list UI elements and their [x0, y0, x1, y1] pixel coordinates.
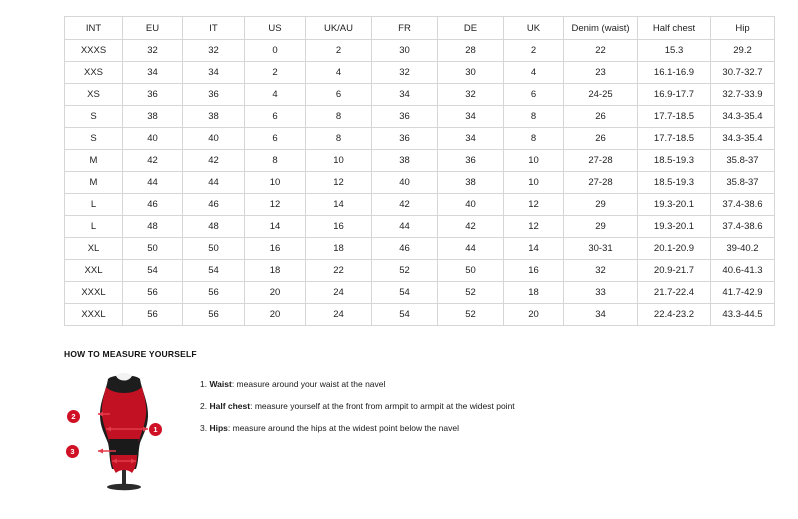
- cell-denim-waist: 22: [564, 40, 638, 62]
- cell-uk: 16: [504, 260, 564, 282]
- cell-half-chest: 19.3-20.1: [638, 216, 711, 238]
- column-header-eu: EU: [123, 17, 183, 40]
- cell-hip: 30.7-32.7: [711, 62, 775, 84]
- cell-denim-waist: 33: [564, 282, 638, 304]
- table-row: [65, 106, 775, 128]
- cell-fr: 54: [372, 304, 438, 326]
- measure-notes: [200, 369, 515, 446]
- cell-hip: 37.4-38.6: [711, 216, 775, 238]
- table-row: [65, 282, 775, 304]
- size-conversion-table: [64, 16, 775, 326]
- cell-de: 30: [438, 62, 504, 84]
- table-body: [65, 40, 775, 326]
- cell-hip: 35.8-37: [711, 172, 775, 194]
- cell-fr: 40: [372, 172, 438, 194]
- cell-uk: 10: [504, 172, 564, 194]
- cell-uk-au: 6: [306, 84, 372, 106]
- size-table-container: [64, 16, 763, 326]
- column-header-uk-au: UK/AU: [306, 17, 372, 40]
- column-header-int: INT: [65, 17, 123, 40]
- table-row: [65, 128, 775, 150]
- note-hips: [200, 423, 515, 433]
- cell-hip: 34.3-35.4: [711, 106, 775, 128]
- cell-eu: 48: [123, 216, 183, 238]
- cell-it: 54: [183, 260, 245, 282]
- cell-eu: 56: [123, 282, 183, 304]
- cell-uk-au: 14: [306, 194, 372, 216]
- cell-int: M: [65, 150, 123, 172]
- table-row: [65, 304, 775, 326]
- cell-fr: 38: [372, 150, 438, 172]
- cell-uk: 18: [504, 282, 564, 304]
- cell-int: XXXS: [65, 40, 123, 62]
- cell-it: 32: [183, 40, 245, 62]
- cell-int: S: [65, 106, 123, 128]
- cell-uk-au: 18: [306, 238, 372, 260]
- cell-us: 20: [245, 282, 306, 304]
- cell-eu: 56: [123, 304, 183, 326]
- note-text: : measure yourself at the front from armpit to armpit at the widest point: [250, 401, 515, 412]
- cell-denim-waist: 24-25: [564, 84, 638, 106]
- cell-uk: 8: [504, 128, 564, 150]
- cell-denim-waist: 26: [564, 106, 638, 128]
- cell-int: XL: [65, 238, 123, 260]
- cell-us: 12: [245, 194, 306, 216]
- table-row: [65, 260, 775, 282]
- cell-us: 6: [245, 128, 306, 150]
- cell-it: 36: [183, 84, 245, 106]
- cell-us: 16: [245, 238, 306, 260]
- mannequin-illustration-container: [64, 369, 184, 494]
- cell-int: XXL: [65, 260, 123, 282]
- table-row: [65, 216, 775, 238]
- cell-int: XXS: [65, 62, 123, 84]
- cell-fr: 44: [372, 216, 438, 238]
- cell-us: 20: [245, 304, 306, 326]
- cell-uk: 10: [504, 150, 564, 172]
- cell-de: 34: [438, 128, 504, 150]
- table-row: [65, 172, 775, 194]
- cell-uk: 12: [504, 194, 564, 216]
- cell-uk-au: 22: [306, 260, 372, 282]
- cell-uk-au: 24: [306, 304, 372, 326]
- cell-uk-au: 8: [306, 106, 372, 128]
- cell-half-chest: 18.5-19.3: [638, 172, 711, 194]
- cell-eu: 40: [123, 128, 183, 150]
- table-row: [65, 84, 775, 106]
- cell-eu: 44: [123, 172, 183, 194]
- cell-hip: 32.7-33.9: [711, 84, 775, 106]
- cell-fr: 36: [372, 128, 438, 150]
- column-header-fr: FR: [372, 17, 438, 40]
- cell-uk: 6: [504, 84, 564, 106]
- note-term: Waist: [209, 379, 232, 389]
- cell-fr: 34: [372, 84, 438, 106]
- cell-uk-au: 4: [306, 62, 372, 84]
- badge-3-hips: 3: [66, 445, 79, 458]
- cell-uk-au: 16: [306, 216, 372, 238]
- cell-de: 52: [438, 282, 504, 304]
- cell-us: 8: [245, 150, 306, 172]
- cell-de: 34: [438, 106, 504, 128]
- cell-it: 34: [183, 62, 245, 84]
- note-text: : measure around the hips at the widest point below the navel: [227, 423, 459, 434]
- cell-int: L: [65, 216, 123, 238]
- cell-denim-waist: 29: [564, 194, 638, 216]
- cell-uk-au: 24: [306, 282, 372, 304]
- cell-denim-waist: 32: [564, 260, 638, 282]
- cell-hip: 35.8-37: [711, 150, 775, 172]
- how-to-measure-section: [64, 349, 734, 494]
- cell-int: M: [65, 172, 123, 194]
- column-header-us: US: [245, 17, 306, 40]
- cell-int: XXXL: [65, 304, 123, 326]
- cell-eu: 46: [123, 194, 183, 216]
- note-term: Half chest: [209, 401, 251, 412]
- cell-de: 28: [438, 40, 504, 62]
- cell-eu: 54: [123, 260, 183, 282]
- cell-hip: 40.6-41.3: [711, 260, 775, 282]
- cell-us: 2: [245, 62, 306, 84]
- cell-fr: 30: [372, 40, 438, 62]
- cell-it: 56: [183, 304, 245, 326]
- cell-half-chest: 16.9-17.7: [638, 84, 711, 106]
- cell-half-chest: 17.7-18.5: [638, 106, 711, 128]
- cell-eu: 34: [123, 62, 183, 84]
- cell-us: 6: [245, 106, 306, 128]
- cell-half-chest: 21.7-22.4: [638, 282, 711, 304]
- column-header-half-chest: Half chest: [638, 17, 711, 40]
- cell-eu: 36: [123, 84, 183, 106]
- table-header-row: [65, 17, 775, 40]
- cell-it: 44: [183, 172, 245, 194]
- cell-half-chest: 19.3-20.1: [638, 194, 711, 216]
- column-header-denim-waist: Denim (waist): [564, 17, 638, 40]
- cell-fr: 54: [372, 282, 438, 304]
- cell-denim-waist: 29: [564, 216, 638, 238]
- cell-de: 38: [438, 172, 504, 194]
- cell-hip: 34.3-35.4: [711, 128, 775, 150]
- cell-uk: 12: [504, 216, 564, 238]
- note-text: : measure around your waist at the navel: [231, 379, 386, 389]
- cell-de: 50: [438, 260, 504, 282]
- measure-body: [64, 369, 734, 494]
- cell-half-chest: 20.1-20.9: [638, 238, 711, 260]
- cell-uk: 2: [504, 40, 564, 62]
- badge-1-waist: 1: [149, 423, 162, 436]
- cell-uk-au: 12: [306, 172, 372, 194]
- cell-hip: 43.3-44.5: [711, 304, 775, 326]
- cell-it: 42: [183, 150, 245, 172]
- cell-half-chest: 16.1-16.9: [638, 62, 711, 84]
- column-header-hip: Hip: [711, 17, 775, 40]
- note-index: 1.: [200, 379, 208, 389]
- cell-denim-waist: 27-28: [564, 150, 638, 172]
- cell-denim-waist: 23: [564, 62, 638, 84]
- cell-hip: 39-40.2: [711, 238, 775, 260]
- cell-half-chest: 18.5-19.3: [638, 150, 711, 172]
- cell-us: 14: [245, 216, 306, 238]
- table-row: [65, 194, 775, 216]
- cell-fr: 52: [372, 260, 438, 282]
- cell-fr: 46: [372, 238, 438, 260]
- table-header: [65, 17, 775, 40]
- cell-fr: 32: [372, 62, 438, 84]
- cell-uk-au: 10: [306, 150, 372, 172]
- cell-it: 46: [183, 194, 245, 216]
- note-waist: [200, 379, 515, 389]
- cell-it: 56: [183, 282, 245, 304]
- cell-uk-au: 8: [306, 128, 372, 150]
- cell-eu: 32: [123, 40, 183, 62]
- cell-int: S: [65, 128, 123, 150]
- note-index: 3.: [200, 423, 208, 434]
- cell-uk: 8: [504, 106, 564, 128]
- note-index: 2.: [200, 401, 208, 412]
- cell-int: XS: [65, 84, 123, 106]
- cell-de: 42: [438, 216, 504, 238]
- cell-hip: 29.2: [711, 40, 775, 62]
- cell-it: 48: [183, 216, 245, 238]
- cell-de: 36: [438, 150, 504, 172]
- cell-uk: 14: [504, 238, 564, 260]
- cell-de: 32: [438, 84, 504, 106]
- cell-eu: 50: [123, 238, 183, 260]
- cell-uk-au: 2: [306, 40, 372, 62]
- cell-half-chest: 20.9-21.7: [638, 260, 711, 282]
- cell-half-chest: 15.3: [638, 40, 711, 62]
- cell-uk: 20: [504, 304, 564, 326]
- cell-uk: 4: [504, 62, 564, 84]
- cell-half-chest: 17.7-18.5: [638, 128, 711, 150]
- note-half-chest: [200, 401, 515, 411]
- note-term: Hips: [209, 423, 228, 434]
- cell-half-chest: 22.4-23.2: [638, 304, 711, 326]
- cell-fr: 36: [372, 106, 438, 128]
- cell-eu: 38: [123, 106, 183, 128]
- cell-it: 40: [183, 128, 245, 150]
- cell-us: 18: [245, 260, 306, 282]
- column-header-de: DE: [438, 17, 504, 40]
- cell-eu: 42: [123, 150, 183, 172]
- cell-int: L: [65, 194, 123, 216]
- cell-denim-waist: 30-31: [564, 238, 638, 260]
- cell-us: 10: [245, 172, 306, 194]
- cell-denim-waist: 34: [564, 304, 638, 326]
- section-title: HOW TO MEASURE YOURSELF: [64, 349, 197, 359]
- cell-us: 0: [245, 40, 306, 62]
- cell-hip: 41.7-42.9: [711, 282, 775, 304]
- column-header-it: IT: [183, 17, 245, 40]
- table-row: [65, 150, 775, 172]
- cell-denim-waist: 26: [564, 128, 638, 150]
- table-row: [65, 62, 775, 84]
- table-row: [65, 238, 775, 260]
- cell-fr: 42: [372, 194, 438, 216]
- cell-int: XXXL: [65, 282, 123, 304]
- cell-de: 52: [438, 304, 504, 326]
- table-row: [65, 40, 775, 62]
- cell-de: 44: [438, 238, 504, 260]
- cell-it: 50: [183, 238, 245, 260]
- cell-hip: 37.4-38.6: [711, 194, 775, 216]
- cell-it: 38: [183, 106, 245, 128]
- cell-denim-waist: 27-28: [564, 172, 638, 194]
- cell-us: 4: [245, 84, 306, 106]
- cell-de: 40: [438, 194, 504, 216]
- column-header-uk: UK: [504, 17, 564, 40]
- badge-2-half-chest: 2: [67, 410, 80, 423]
